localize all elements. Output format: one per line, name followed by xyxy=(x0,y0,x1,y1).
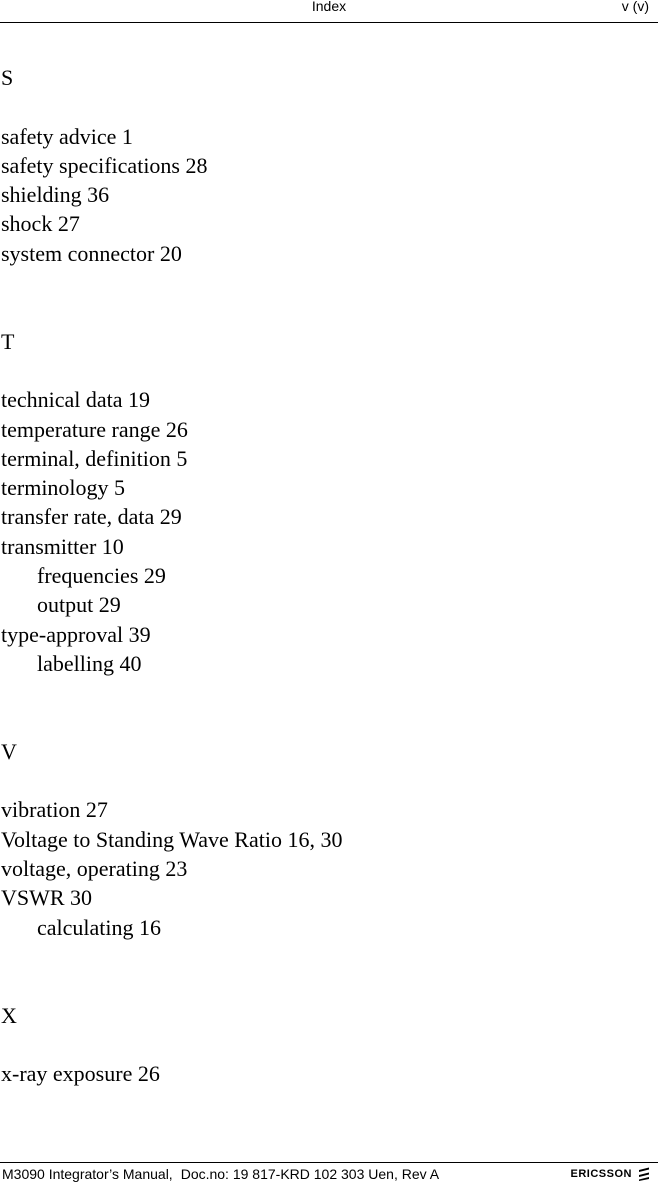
index-entry: shielding 36 xyxy=(1,182,110,208)
index-content xyxy=(1,63,651,1088)
section-letter: X xyxy=(1,1002,17,1028)
ericsson-logo xyxy=(571,1167,650,1181)
index-entry: safety specifications 28 xyxy=(1,152,208,178)
section-letter: T xyxy=(1,328,15,354)
index-entry: Voltage to Standing Wave Ratio 16, 30 xyxy=(1,826,343,852)
index-subentry: output 29 xyxy=(37,592,121,618)
logo-text: ERICSSON xyxy=(570,1168,632,1180)
section-letter: V xyxy=(1,738,17,764)
header-title: Index xyxy=(311,0,347,14)
index-entry: transmitter 10 xyxy=(1,533,124,559)
index-entry: safety advice 1 xyxy=(1,123,133,149)
index-entry: system connector 20 xyxy=(1,240,182,266)
index-entry: VSWR 30 xyxy=(1,885,93,911)
section-letter: S xyxy=(1,65,14,90)
index-entry: temperature range 26 xyxy=(1,416,188,442)
header-page-number: v (v) xyxy=(621,0,649,14)
footer-doc-number: Doc.no: 19 817-KRD 102 303 Uen, Rev A xyxy=(180,1166,440,1182)
ericsson-logo-icon xyxy=(638,1167,650,1181)
index-entry: x-ray exposure 26 xyxy=(1,1061,160,1087)
index-entry: shock 27 xyxy=(1,211,80,237)
index-entry: terminal, definition 5 xyxy=(1,445,188,471)
index-entry: type-approval 39 xyxy=(1,621,151,647)
index-entry: transfer rate, data 29 xyxy=(1,504,182,530)
index-subentry: frequencies 29 xyxy=(37,563,166,589)
footer-manual-title: M3090 Integrator’s Manual, xyxy=(2,1166,173,1182)
index-entry: terminology 5 xyxy=(1,475,126,501)
index-subentry: calculating 16 xyxy=(37,914,162,940)
page-footer xyxy=(2,1166,439,1182)
index-subentry: labelling 40 xyxy=(37,650,142,676)
index-entry: vibration 27 xyxy=(1,797,108,823)
index-entry: technical data 19 xyxy=(1,387,151,413)
page-header xyxy=(0,0,658,23)
index-entry: voltage, operating 23 xyxy=(1,856,188,882)
footer-divider xyxy=(0,1162,658,1163)
